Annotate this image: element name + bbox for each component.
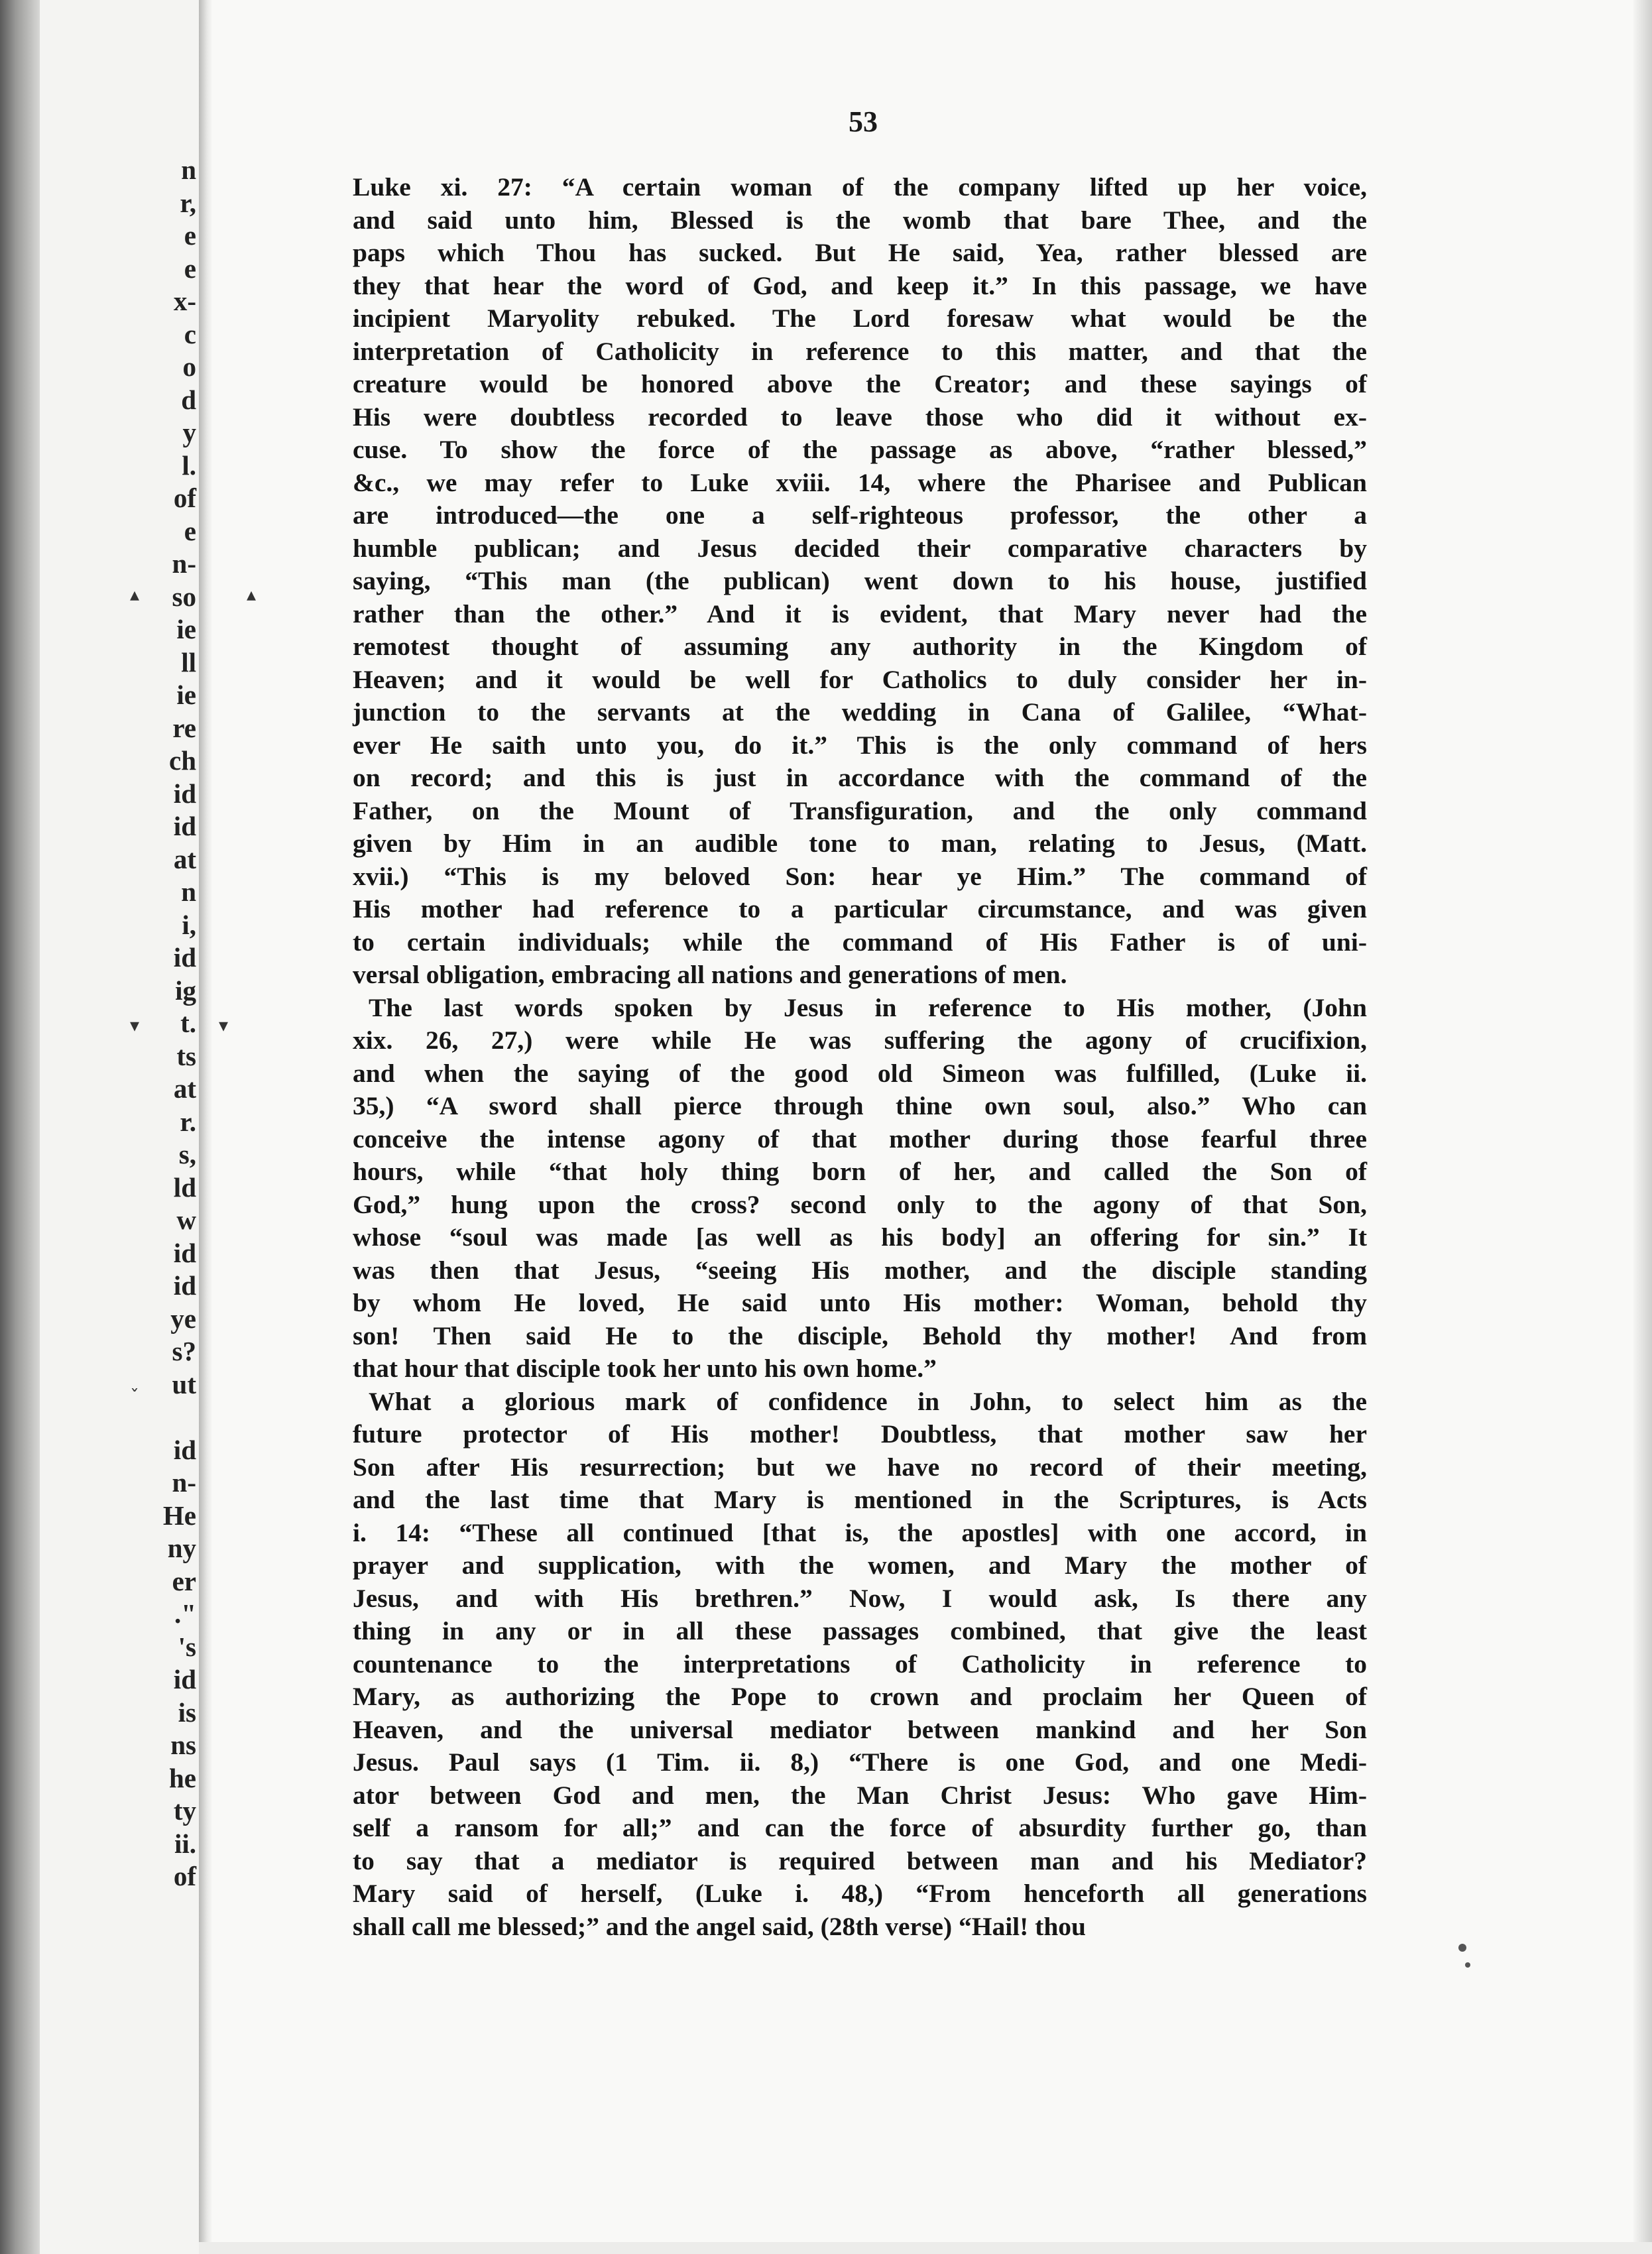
text-line: hours, while “that holy thing born of her, and called the Son of [353,1157,1367,1186]
facing-text-fragment: ns [170,1730,196,1760]
text-line: to say that a mediator is required between man and his Mediator? [353,1846,1367,1875]
text-line: Mary said of herself, (Luke i. 48,) “From henceforth all generations [353,1879,1367,1908]
text-line: versal obligation, embracing all nations and generations of men. [353,960,1067,989]
facing-text-fragment: w [176,1205,196,1235]
facing-text-fragment: d [181,384,196,415]
facing-text-fragment: s? [172,1336,196,1366]
ink-speck [1458,1944,1466,1952]
text-line: are introduced—the one a self-righteous professor, the other a [353,501,1367,530]
facing-text-fragment: ut [172,1368,196,1399]
facing-text-fragment: id [173,1664,196,1694]
text-line: they that hear the word of God, and keep it.” In this passage, we have [353,270,1367,300]
text-line: and the last time that Mary is mentioned in the Scriptures, is Acts [353,1485,1367,1514]
text-line: conceive the intense agony of that mother during those fearful three [353,1124,1367,1154]
text-line: creature would be honored above the Creator; and these sayings of [353,369,1367,398]
text-line: shall call me blessed;” and the angel said, (28th verse) “Hail! thou [353,1911,1087,1941]
facing-page-strip [0,0,199,2254]
facing-text-fragment: e [184,515,196,546]
text-line: and said unto him, Blessed is the womb that bare Thee, and the [353,205,1367,235]
page-bottom-edge [199,2242,1652,2254]
facing-text-fragment: ll [181,646,196,678]
text-line: God,” hung upon the cross? second only to the agony of that Son, [353,1189,1367,1219]
facing-text-fragment: n [181,876,196,907]
page-number: 53 [849,105,878,138]
facing-text-fragment: id [173,778,196,809]
facing-text-fragment: ." [174,1598,196,1629]
text-line: i. 14: “These all continued [that is, the apostles] with one accord, in [353,1517,1367,1547]
text-line: Luke xi. 27: “A certain woman of the company lifted up her voice, [353,172,1367,202]
facing-text-fragment: so [172,581,196,612]
facing-text-fragment: id [173,1237,196,1268]
text-line: ever He saith unto you, do it.” This is the only command of hers [353,730,1367,760]
facing-text-fragment: 's [178,1631,196,1662]
facing-text-fragment: o [182,351,196,382]
text-line: and when the saying of the good old Simeon was fulfilled, (Luke ii. [353,1058,1367,1088]
facing-text-fragment: n- [172,548,196,579]
text-line: self a ransom for all;” and can the force of absurdity further go, than [353,1813,1367,1842]
text-line: on record; and this is just in accordance with the command of the [353,763,1367,792]
text-line: given by Him in an audible tone to man, relating to Jesus, (Matt. [353,829,1367,858]
facing-text-fragment: ld [173,1171,196,1203]
facing-text-fragment: He [162,1500,196,1531]
facing-text-fragment: is [178,1696,196,1728]
facing-text-fragment: id [173,811,196,841]
text-line: to certain individuals; while the command of His Father is of uni- [353,927,1367,957]
facing-text-fragment: r, [180,187,196,218]
text-line: incipient Maryolity rebuked. The Lord foresaw what would be the [353,304,1367,333]
text-line: 35,) “A sword shall pierce through thine own soul, also.” Who can [353,1091,1367,1120]
text-line: His mother had reference to a particular circumstance, and was given [353,894,1367,923]
facing-text-fragment: id [173,1270,196,1301]
margin-speck-mark: ˇ [130,1386,139,1407]
facing-text-fragment: e [184,253,196,284]
facing-text-fragment: ny [167,1533,196,1563]
text-line: Heaven; and it would be well for Catholics to duly consider her in- [353,664,1367,694]
text-line: that hour that disciple took her unto his own home.” [353,1354,937,1383]
text-line: whose “soul was made [as well as his body] an offering for sin.” It [353,1222,1367,1252]
text-line: The last words spoken by Jesus in reference to His mother, (John [369,992,1367,1022]
facing-text-fragment: ch [169,745,196,776]
text-line: Jesus, and with His brethren.” Now, I would ask, Is there any [353,1583,1367,1613]
text-line: was then that Jesus, “seeing His mother, and the disciple standing [353,1255,1367,1285]
facing-text-fragment: ts [176,1040,196,1071]
text-line: xvii.) “This is my beloved Son: hear ye Him.” The command of [353,861,1367,891]
facing-text-fragment: e [184,220,196,251]
facing-text-fragment: of [173,1861,196,1891]
facing-page-text-fragments [150,154,196,1893]
text-line: Son after His resurrection; but we have no record of their meeting, [353,1452,1367,1482]
facing-text-fragment: ye [170,1303,196,1334]
page-right-edge [1633,0,1652,2254]
text-line: thing in any or in all these passages combined, that give the least [353,1616,1367,1645]
facing-text-fragment: at [173,843,196,874]
facing-text-fragment: er [172,1565,196,1596]
text-line: interpretation of Catholicity in reference to this matter, and that the [353,336,1367,366]
ink-speck [1465,1962,1470,1968]
text-line: countenance to the interpretations of Catholicity in reference to [353,1649,1367,1679]
text-line: son! Then said He to the disciple, Behold thy mother! And from [353,1321,1367,1350]
facing-text-fragment: n [181,154,196,185]
facing-text-fragment: ty [173,1795,196,1826]
text-line: His were doubtless recorded to leave those who did it without ex- [353,402,1367,432]
margin-speck-mark: ▾ [219,1014,229,1036]
text-line: cuse. To show the force of the passage as above, “rather blessed,” [353,435,1367,464]
facing-text-fragment: re [172,712,196,743]
margin-speck-mark: ▴ [247,583,257,605]
text-line: remotest thought of assuming any authority in the Kingdom of [353,632,1367,661]
facing-text-fragment: l. [182,449,196,481]
facing-text-fragment: at [173,1073,196,1104]
text-line: Father, on the Mount of Transfiguration, and the only command [353,796,1367,825]
facing-text-fragment [150,1401,196,1434]
facing-text-fragment: ie [176,680,196,710]
facing-text-fragment: y [182,417,196,447]
page-fold [199,0,212,2254]
text-line: future protector of His mother! Doubtless, that mother saw her [353,1419,1367,1449]
facing-text-fragment: x- [173,286,196,316]
facing-text-fragment: of [173,483,196,513]
text-line: What a glorious mark of confidence in John, to select him as the [369,1386,1367,1416]
facing-text-fragment: ig [175,975,196,1006]
facing-text-fragment: n- [172,1467,196,1498]
facing-text-fragment: id [173,1434,196,1465]
binding-gutter [0,0,40,2254]
facing-text-fragment: he [169,1762,196,1793]
facing-text-fragment: i, [182,909,196,940]
text-line: &c., we may refer to Luke xviii. 14, where the Pharisee and Publican [353,467,1367,497]
margin-speck-mark: ▾ [130,1014,140,1036]
text-line: rather than the other.” And it is evident, that Mary never had the [353,599,1367,628]
text-line: prayer and supplication, with the women, and Mary the mother of [353,1551,1367,1580]
text-line: by whom He loved, He said unto His mother: Woman, behold thy [353,1288,1367,1317]
text-line: junction to the servants at the wedding in Cana of Galilee, “What- [353,697,1367,727]
page-body-text [353,171,1367,1943]
text-line: ator between God and men, the Man Christ Jesus: Who gave Him- [353,1780,1367,1810]
facing-text-fragment: id [173,942,196,973]
facing-text-fragment: r. [180,1106,196,1137]
text-line: Mary, as authorizing the Pope to crown and proclaim her Queen of [353,1682,1367,1711]
text-line: Jesus. Paul says (1 Tim. ii. 8,) “There is one God, and one Medi- [353,1748,1367,1777]
facing-text-fragment: t. [180,1008,196,1038]
text-line: saying, “This man (the publican) went down to his house, justified [353,566,1367,595]
text-line: xix. 26, 27,) were while He was suffering the agony of crucifixion, [353,1026,1367,1055]
facing-text-fragment: ii. [174,1828,196,1859]
facing-text-fragment: ie [176,614,196,644]
text-line: paps which Thou has sucked. But He said, Yea, rather blessed are [353,238,1367,267]
text-line: humble publican; and Jesus decided their comparative characters by [353,533,1367,563]
facing-text-fragment: s, [178,1139,196,1169]
facing-text-fragment: c [184,318,196,349]
margin-speck-mark: ▴ [130,583,140,605]
text-line: Heaven, and the universal mediator between mankind and her Son [353,1714,1367,1744]
